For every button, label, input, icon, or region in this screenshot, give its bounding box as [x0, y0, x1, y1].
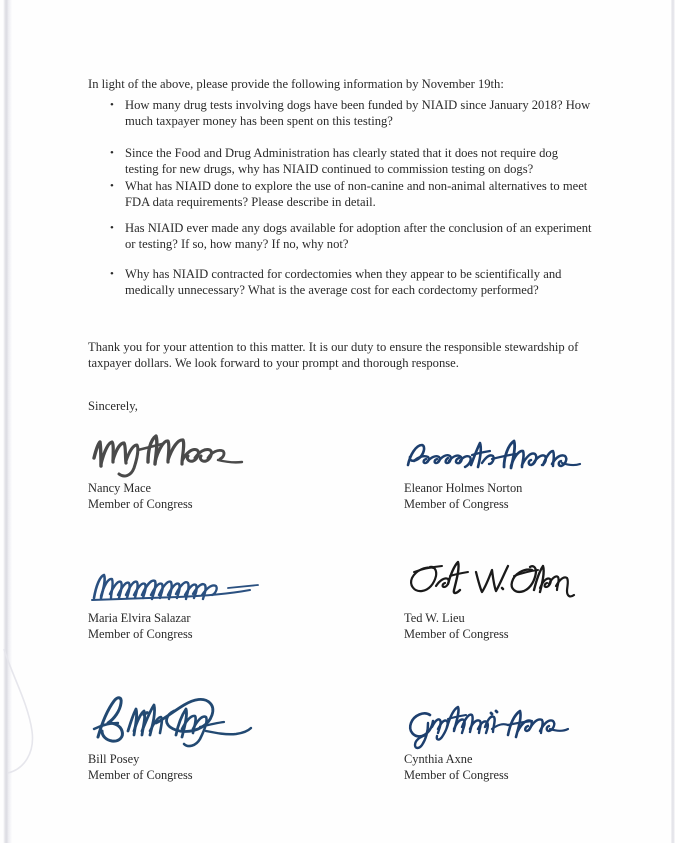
question-group-4	[88, 267, 598, 300]
signatory-title: Member of Congress	[88, 497, 193, 512]
signature-block-ted-w-lieu	[404, 610, 509, 642]
signatory-title: Member of Congress	[88, 627, 193, 642]
signature-block-nancy-mace	[88, 480, 193, 512]
question-text: Since the Food and Drug Administration has clearly stated that it does not require dog testing for new drugs, why has NIAID continued to commission testing on dogs?	[125, 146, 558, 176]
signature-block-maria-elvira-salazar	[88, 610, 193, 642]
question-item	[88, 98, 598, 130]
nancy-mace-signature-icon	[88, 428, 248, 480]
bullet-icon: •	[110, 268, 114, 280]
closing-paragraph: Thank you for your attention to this matter. It is our duty to ensure the responsible stewardship of taxpayer dollars. We look forward to your prompt and thorough response.	[88, 339, 579, 370]
signature-block-bill-posey	[88, 751, 193, 783]
question-text: Has NIAID ever made any dogs available for adoption after the conclusion of an experiment or testing? If so, how many? If no, why not?	[125, 221, 592, 251]
bullet-icon: •	[110, 179, 114, 192]
question-text: Why has NIAID contracted for cordectomies when they appear to be scientifically and medically unnecessary? What is the average cost for each cordectomy performed?	[125, 267, 562, 297]
maria-elvira-salazar-signature-icon	[88, 568, 263, 610]
question-group-2	[88, 146, 598, 212]
signatory-name: Cynthia Axne	[404, 752, 473, 766]
eleanor-holmes-norton-signature-icon	[404, 435, 584, 480]
bullet-icon: •	[110, 222, 114, 234]
signature-block-cynthia-axne	[404, 751, 509, 783]
signatory-name: Eleanor Holmes Norton	[404, 481, 523, 495]
bullet-icon: •	[110, 99, 114, 111]
signatory-name: Bill Posey	[88, 752, 140, 766]
ted-w-lieu-signature-icon	[404, 558, 576, 610]
signatory-title: Member of Congress	[88, 768, 193, 783]
question-text: What has NIAID done to explore the use of non-canine and non-animal alternatives to meet FDA data requirements? Please describe in detail.	[125, 178, 588, 209]
signatory-title: Member of Congress	[404, 768, 509, 783]
signatory-title: Member of Congress	[404, 627, 509, 642]
question-item	[88, 221, 598, 253]
question-item	[88, 267, 598, 299]
bullet-icon: •	[110, 147, 114, 159]
valediction: Sincerely,	[88, 398, 138, 413]
question-group-3	[88, 221, 598, 254]
question-text: How many drug tests involving dogs have been funded by NIAID since January 2018? How much taxpayer money has been spent on this testing?	[125, 98, 591, 128]
signature-block-eleanor-holmes-norton	[404, 480, 522, 512]
signatory-name: Nancy Mace	[88, 481, 151, 495]
signatory-title: Member of Congress	[404, 497, 509, 512]
cynthia-axne-signature-icon	[404, 701, 572, 751]
signatory-name: Ted W. Lieu	[404, 611, 465, 625]
question-item	[88, 179, 598, 211]
question-group-1	[88, 98, 598, 131]
signatory-name: Maria Elvira Salazar	[88, 611, 191, 625]
bill-posey-signature-icon	[88, 679, 254, 751]
question-item	[88, 146, 598, 178]
intro-paragraph: In light of the above, please provide the following information by November 19th:	[88, 76, 504, 91]
